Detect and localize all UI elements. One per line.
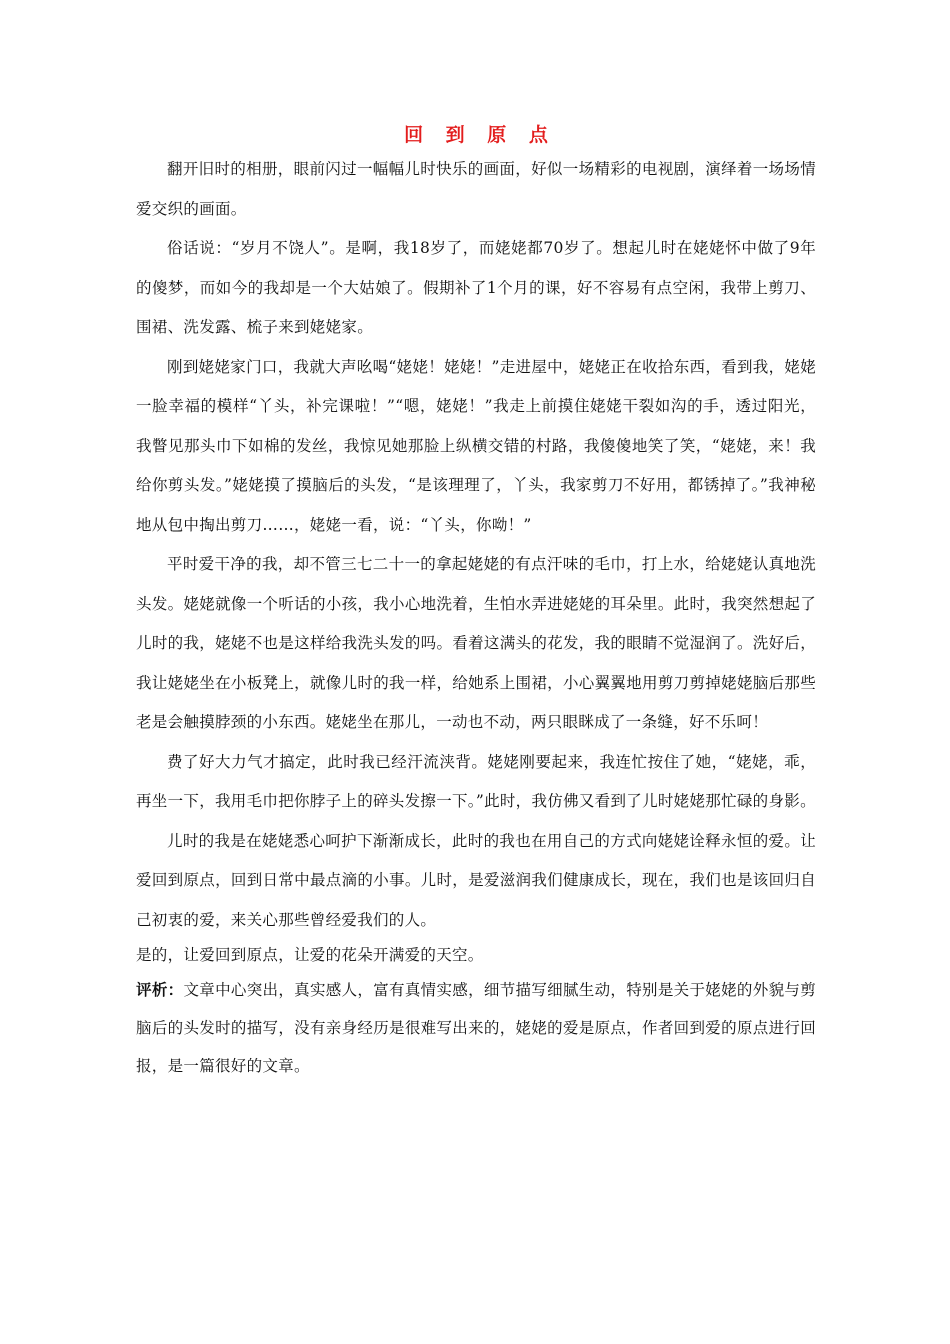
comment-text: 文章中心突出，真实感人，富有真情实感，细节描写细腻生动，特别是关于姥姥的外貌与剪脑后的头发时的描写，没有亲身经历是很难写出来的，姥姥的爱是原点，作者回到爱的原点进行回报，是一篇很好的文章。 (136, 981, 816, 1075)
paragraph-5: 费了好大力气才搞定，此时我已经汗流浃背。姥姥刚要起来，我连忙按住了她，“姥姥，乖，再坐一下，我用毛巾把你脖子上的碎头发擦一下。”此时，我仿佛又看到了儿时姥姥那忙碌的身影。 (136, 752, 816, 810)
comment-label: 评析： (136, 980, 184, 999)
page-title: 回 到 原 点 (404, 124, 556, 146)
closing-line: 是的，让爱回到原点，让爱的花朵开满爱的天空。 (136, 946, 484, 964)
paragraph-4: 平时爱干净的我，却不管三七二十一的拿起姥姥的有点汗味的毛巾，打上水，给姥姥认真地洗头发。姥姥就像一个听话的小孩，我小心地洗着，生怕水弄进姥姥的耳朵里。此时，我突然想起了儿时的我，姥姥不也是这样给我洗头发的吗。看着这满头的花发，我的眼睛不觉湿润了。洗好后，我让姥姥坐在小板凳上，就像儿时的我一样，给她系上围裙，小心翼翼地用剪刀剪掉姥姥脑后那些老是会触摸脖颈的小东西。姥姥坐在那儿，一动也不动，两只眼眯成了一条缝，好不乐呵！ (136, 555, 816, 731)
paragraph-6: 儿时的我是在姥姥悉心呵护下渐渐成长，此时的我也在用自己的方式向姥姥诠释永恒的爱。让爱回到原点，回到日常中最点滴的小事。儿时，是爱滋润我们健康成长，现在，我们也是该回归自己初衷的爱，来关心那些曾经爱我们的人。 (136, 831, 816, 929)
paragraph-2: 俗话说：“岁月不饶人”。是啊，我18岁了，而姥姥都70岁了。想起儿时在姥姥怀中做了9年的傻梦，而如今的我却是一个大姑娘了。假期补了1个月的课，好不容易有点空闲，我带上剪刀、围裙、洗发露、梳子来到姥姥家。 (136, 239, 816, 336)
paragraph-3: 刚到姥姥家门口，我就大声吆喝“姥姥！姥姥！”走进屋中，姥姥正在收拾东西，看到我，姥姥一脸幸福的模样“丫头，补完课啦！”“嗯，姥姥！”我走上前摸住姥姥干裂如沟的手，透过阳光，我瞥见那头巾下如棉的发丝，我惊见她那脸上纵横交错的村路，我傻傻地笑了笑，“姥姥，来！我给你剪头发。”姥姥摸了摸脑后的头发，“是该理理了，丫头，我家剪刀不好用，都锈掉了。”我神秘地从包中掏出剪刀……，姥姥一看，说：“丫头，你呦！” (136, 357, 816, 534)
document-page (136, 120, 816, 1085)
paragraph-1: 翻开旧时的相册，眼前闪过一幅幅儿时快乐的画面，好似一场精彩的电视剧，演绎着一场场情爱交织的画面。 (136, 160, 816, 218)
comment-block (136, 971, 816, 1085)
